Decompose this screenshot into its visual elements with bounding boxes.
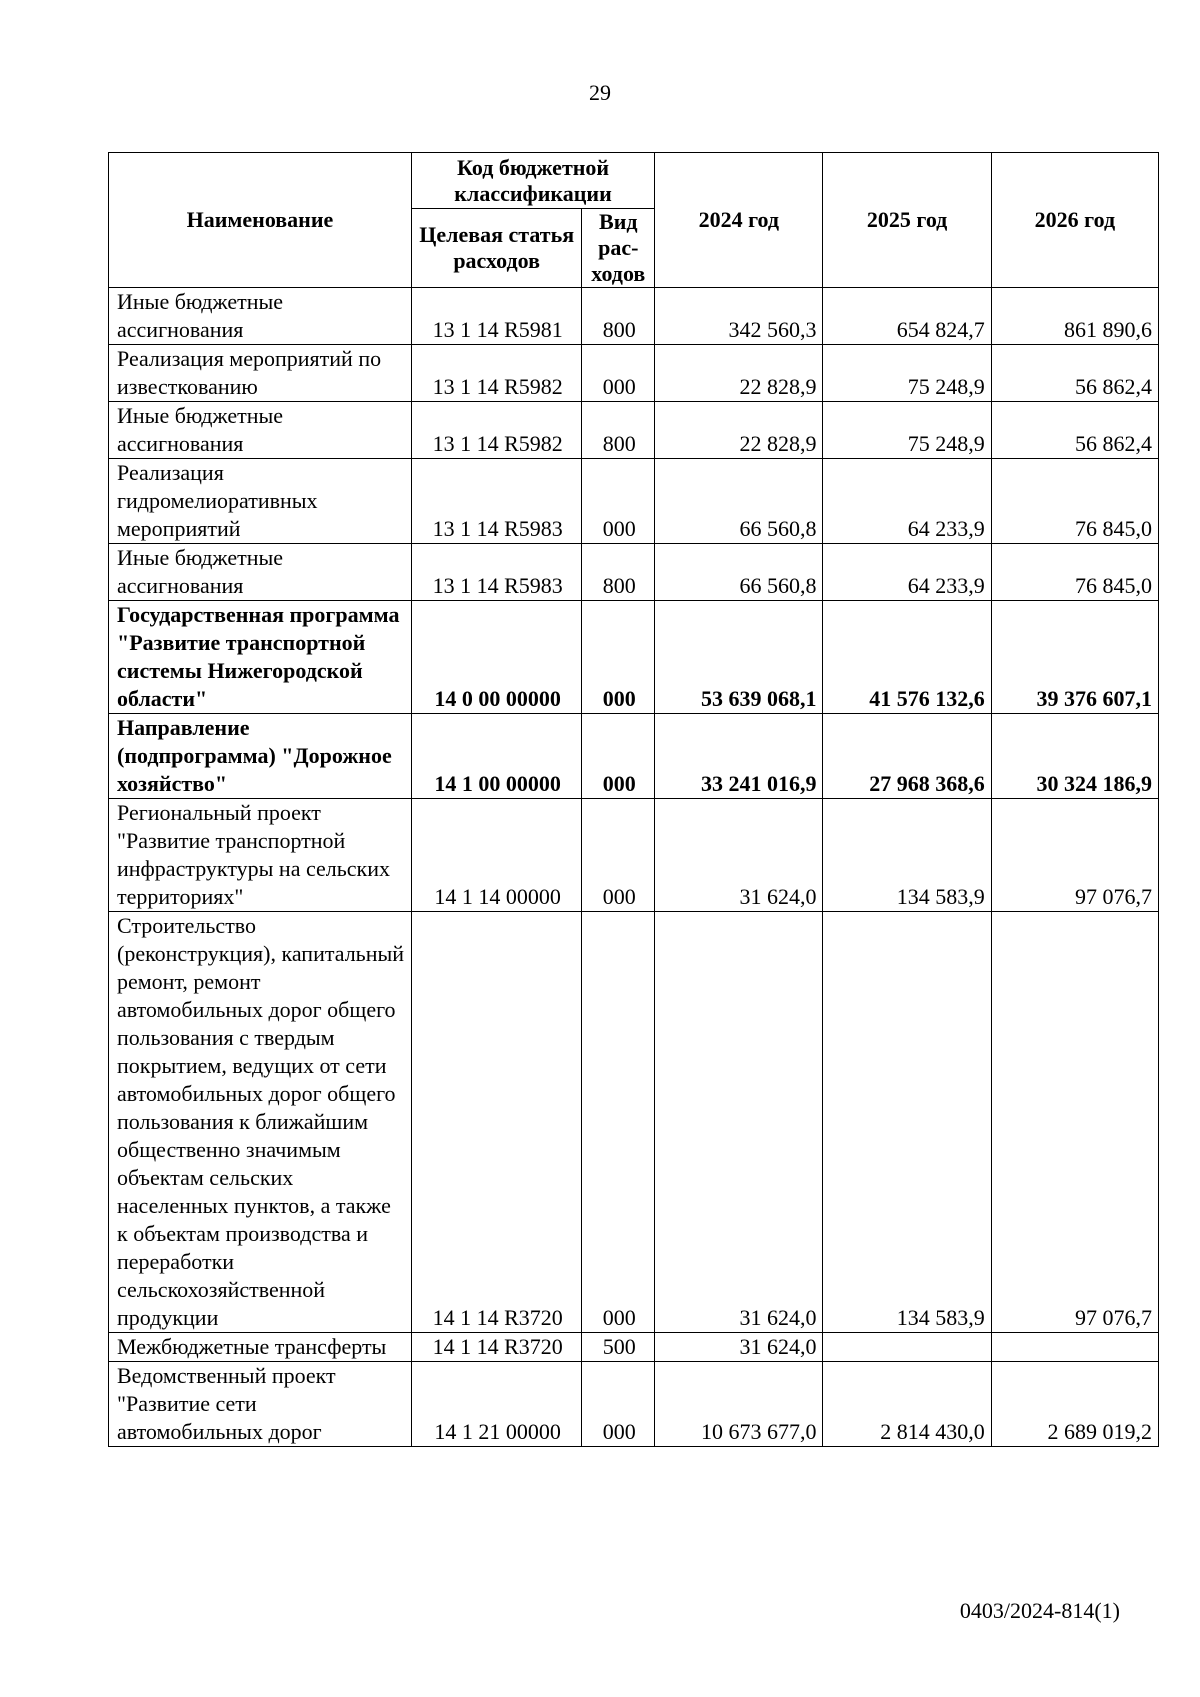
row-expense-type: 000 (582, 459, 655, 544)
row-value-2024: 10 673 677,0 (655, 1362, 823, 1447)
row-value-2024: 66 560,8 (655, 544, 823, 601)
table-row (109, 459, 1159, 544)
row-expense-type: 500 (582, 1333, 655, 1362)
row-value-2024: 342 560,3 (655, 288, 823, 345)
row-name: Строительство (реконструкция), капитальный ремонт, ремонт автомобильных дорог общего пользования с твердым покрытием, ведущих от сети автомобильных дорог общего пользования к ближайшим общественно значимым объектам сельских населенных пунктов, а также к объектам производства и переработки сельскохозяйственной продукции (109, 912, 412, 1333)
row-name: Ведомственный проект "Развитие сети автомобильных дорог (109, 1362, 412, 1447)
row-name: Реализация гидромелиоративных мероприятий (109, 459, 412, 544)
table-row (109, 912, 1159, 1333)
row-value-2024: 53 639 068,1 (655, 601, 823, 714)
row-value-2025: 654 824,7 (823, 288, 991, 345)
row-target-article: 13 1 14 R5982 (411, 402, 581, 459)
page-number: 29 (589, 80, 611, 105)
row-value-2026: 2 689 019,2 (991, 1362, 1158, 1447)
row-value-2025: 75 248,9 (823, 402, 991, 459)
row-name: Иные бюджетные ассигнования (109, 402, 412, 459)
row-value-2024: 31 624,0 (655, 1333, 823, 1362)
row-target-article: 14 0 00 00000 (411, 601, 581, 714)
row-target-article: 13 1 14 R5981 (411, 288, 581, 345)
row-expense-type: 800 (582, 544, 655, 601)
row-value-2026: 97 076,7 (991, 799, 1158, 912)
row-target-article: 14 1 14 R3720 (411, 912, 581, 1333)
row-value-2025: 75 248,9 (823, 345, 991, 402)
row-expense-type: 000 (582, 912, 655, 1333)
row-target-article: 13 1 14 R5983 (411, 459, 581, 544)
row-expense-type: 000 (582, 714, 655, 799)
row-value-2025: 27 968 368,6 (823, 714, 991, 799)
document-id: 0403/2024-814(1) (959, 1598, 1120, 1623)
row-value-2026: 30 324 186,9 (991, 714, 1158, 799)
header-year-2025: 2025 год (823, 153, 991, 288)
table-row (109, 288, 1159, 345)
row-value-2025: 2 814 430,0 (823, 1362, 991, 1447)
row-value-2026 (991, 1333, 1158, 1362)
row-expense-type: 000 (582, 799, 655, 912)
row-value-2026: 861 890,6 (991, 288, 1158, 345)
row-target-article: 14 1 14 00000 (411, 799, 581, 912)
row-target-article: 14 1 00 00000 (411, 714, 581, 799)
row-value-2025: 64 233,9 (823, 459, 991, 544)
row-value-2024: 66 560,8 (655, 459, 823, 544)
row-name: Государственная программа "Развитие транспортной системы Нижегородской области" (109, 601, 412, 714)
row-value-2026: 76 845,0 (991, 544, 1158, 601)
row-value-2026: 56 862,4 (991, 345, 1158, 402)
table-body (109, 288, 1159, 1447)
header-name: Наименование (109, 153, 412, 288)
row-value-2025 (823, 1333, 991, 1362)
table-row (109, 1333, 1159, 1362)
table-row (109, 402, 1159, 459)
row-target-article: 13 1 14 R5983 (411, 544, 581, 601)
header-expense-type: Вид рас-ходов (582, 209, 655, 288)
row-target-article: 13 1 14 R5982 (411, 345, 581, 402)
row-name: Иные бюджетные ассигнования (109, 544, 412, 601)
table-row (109, 544, 1159, 601)
row-expense-type: 000 (582, 345, 655, 402)
row-value-2025: 134 583,9 (823, 799, 991, 912)
row-value-2024: 31 624,0 (655, 799, 823, 912)
header-target-article: Целевая статья расходов (411, 209, 581, 288)
row-value-2024: 22 828,9 (655, 345, 823, 402)
row-value-2026: 97 076,7 (991, 912, 1158, 1333)
row-value-2026: 56 862,4 (991, 402, 1158, 459)
row-name: Направление (подпрограмма) "Дорожное хозяйство" (109, 714, 412, 799)
header-year-2024: 2024 год (655, 153, 823, 288)
row-name: Межбюджетные трансферты (109, 1333, 412, 1362)
row-name: Реализация мероприятий по известкованию (109, 345, 412, 402)
row-value-2025: 41 576 132,6 (823, 601, 991, 714)
table-row (109, 345, 1159, 402)
budget-table (108, 152, 1159, 1447)
row-expense-type: 000 (582, 601, 655, 714)
row-value-2025: 134 583,9 (823, 912, 991, 1333)
row-value-2026: 39 376 607,1 (991, 601, 1158, 714)
table-row (109, 714, 1159, 799)
row-value-2024: 33 241 016,9 (655, 714, 823, 799)
header-year-2026: 2026 год (991, 153, 1158, 288)
table-row (109, 601, 1159, 714)
row-expense-type: 800 (582, 288, 655, 345)
header-code-group: Код бюджетной классификации (411, 153, 654, 209)
row-value-2024: 31 624,0 (655, 912, 823, 1333)
row-value-2024: 22 828,9 (655, 402, 823, 459)
table-row (109, 799, 1159, 912)
row-expense-type: 000 (582, 1362, 655, 1447)
row-target-article: 14 1 14 R3720 (411, 1333, 581, 1362)
table-row (109, 1362, 1159, 1447)
row-name: Иные бюджетные ассигнования (109, 288, 412, 345)
row-value-2026: 76 845,0 (991, 459, 1158, 544)
row-expense-type: 800 (582, 402, 655, 459)
row-value-2025: 64 233,9 (823, 544, 991, 601)
row-target-article: 14 1 21 00000 (411, 1362, 581, 1447)
row-name: Региональный проект "Развитие транспортной инфраструктуры на сельских территориях" (109, 799, 412, 912)
